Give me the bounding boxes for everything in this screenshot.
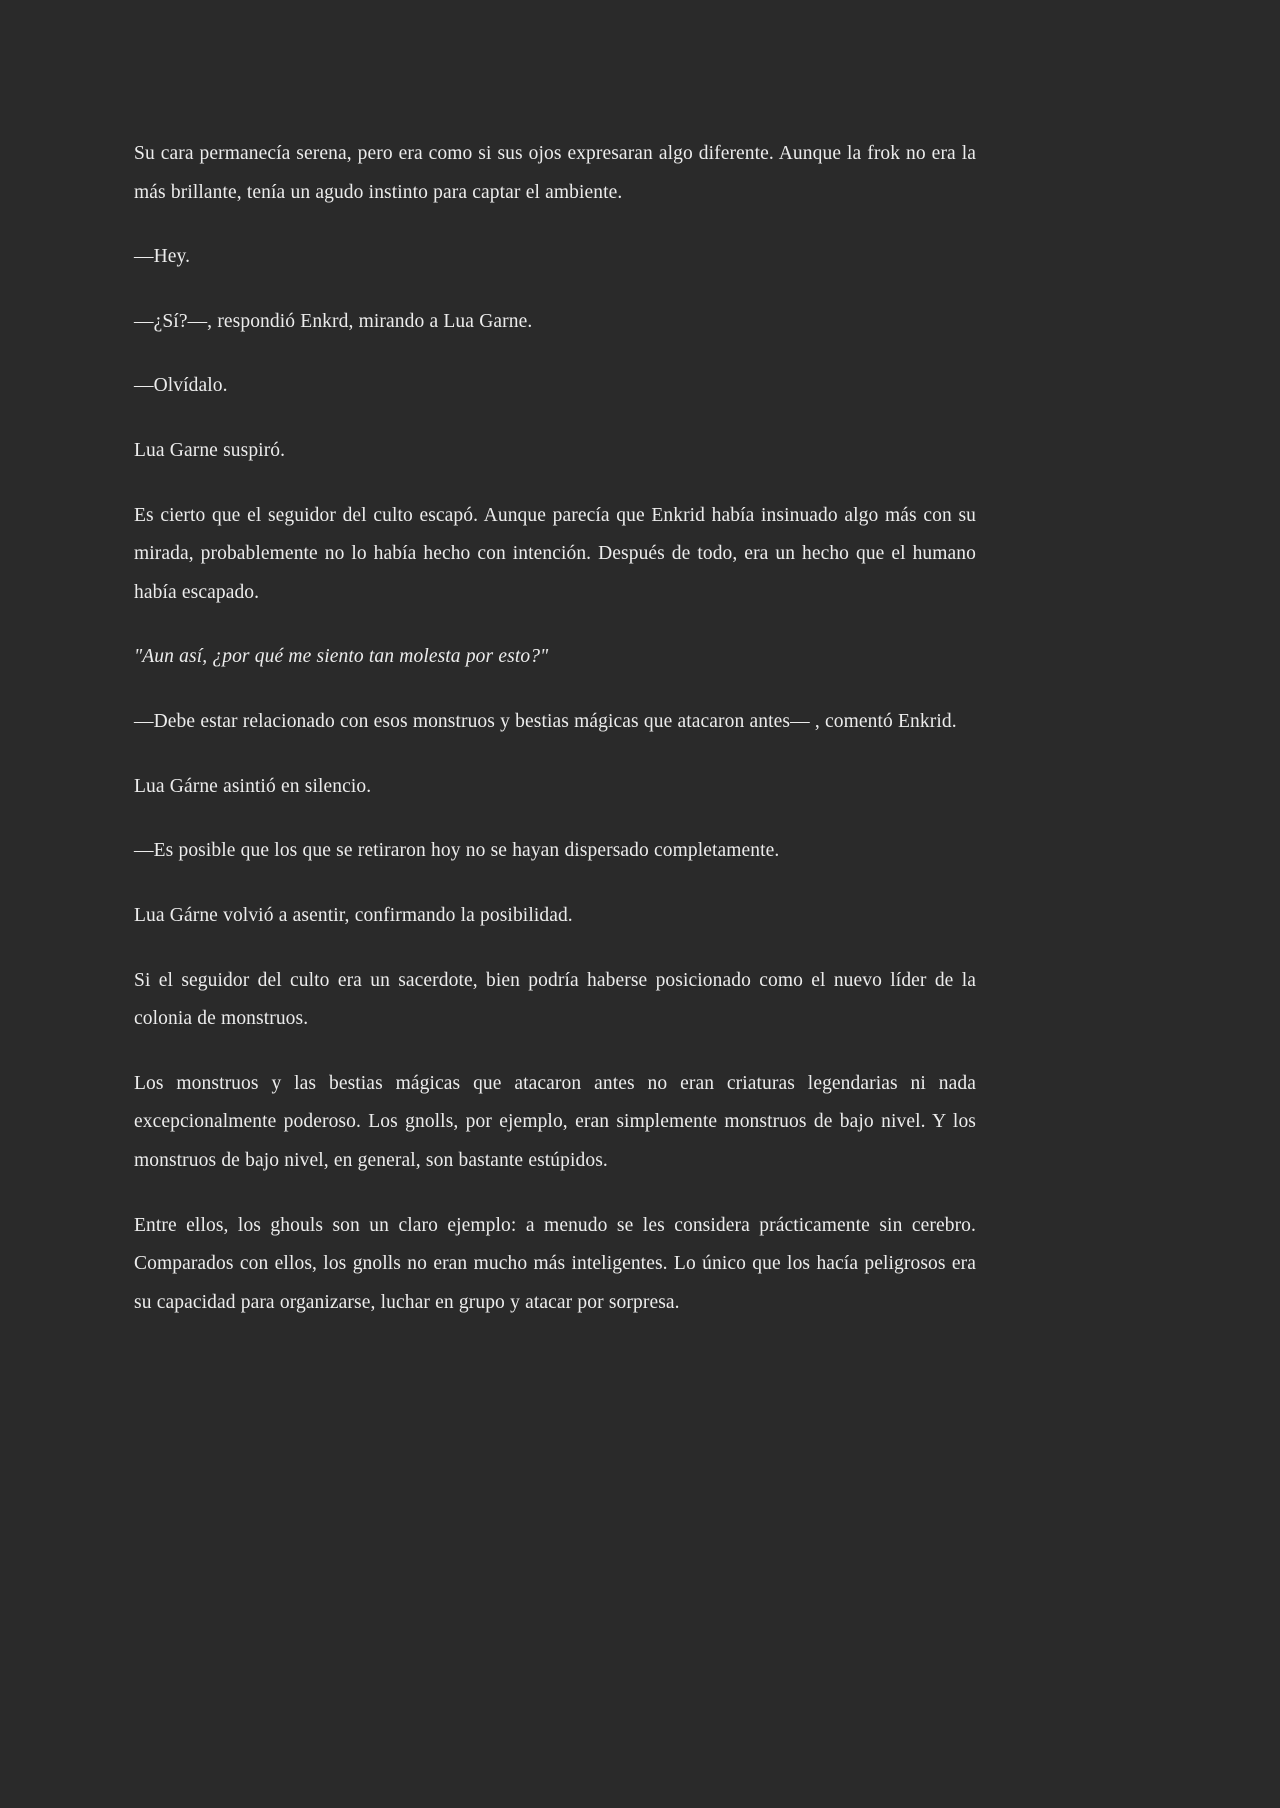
paragraph-13: Los monstruos y las bestias mágicas que atacaron antes no eran criaturas legendarias ni nada excepcionalmente poderoso. Los gnolls, por ejemplo, eran simplemente monstruos de bajo nivel. Y los monstruos de bajo nivel, en general, son bastante estúpidos. <box>134 1072 976 1171</box>
paragraph-11: Lua Gárne volvió a asentir, confirmando la posibilidad. <box>134 904 573 926</box>
paragraph-9: Lua Gárne asintió en silencio. <box>134 775 372 797</box>
document-text-column <box>134 135 976 1322</box>
paragraph-1: Su cara permanecía serena, pero era como si sus ojos expresaran algo diferente. Aunque la frok no era la más brillante, tenía un agudo instinto para captar el ambiente. <box>134 143 976 203</box>
paragraph-7-inner-thought: "Aun así, ¿por qué me siento tan molesta por esto?" <box>134 646 549 668</box>
paragraph-2-dialogue: —Hey. <box>134 246 191 268</box>
paragraph-10-dialogue: —Es posible que los que se retiraron hoy no se hayan dispersado completamente. <box>134 840 780 862</box>
paragraph-8-dialogue: —Debe estar relacionado con esos monstruos y bestias mágicas que atacaron antes— , comentó Enkrid. <box>134 711 957 733</box>
paragraph-12: Si el seguidor del culto era un sacerdote, bien podría haberse posicionado como el nuevo líder de la colonia de monstruos. <box>134 969 976 1030</box>
paragraph-3-dialogue: —¿Sí?—, respondió Enkrd, mirando a Lua Garne. <box>134 310 533 332</box>
paragraph-14: Entre ellos, los ghouls son un claro ejemplo: a menudo se les considera prácticamente sin cerebro. Comparados con ellos, los gnolls no eran mucho más inteligentes. Lo único que los hacía peligrosos era su capacidad para organizarse, luchar en grupo y atacar por sorpresa. <box>134 1214 976 1313</box>
paragraph-5: Lua Garne suspiró. <box>134 440 286 462</box>
paragraph-4-dialogue: —Olvídalo. <box>134 375 228 397</box>
paragraph-6: Es cierto que el seguidor del culto escapó. Aunque parecía que Enkrid había insinuado algo más con su mirada, probablemente no lo había hecho con intención. Después de todo, era un hecho que el humano había escapado. <box>134 504 976 603</box>
